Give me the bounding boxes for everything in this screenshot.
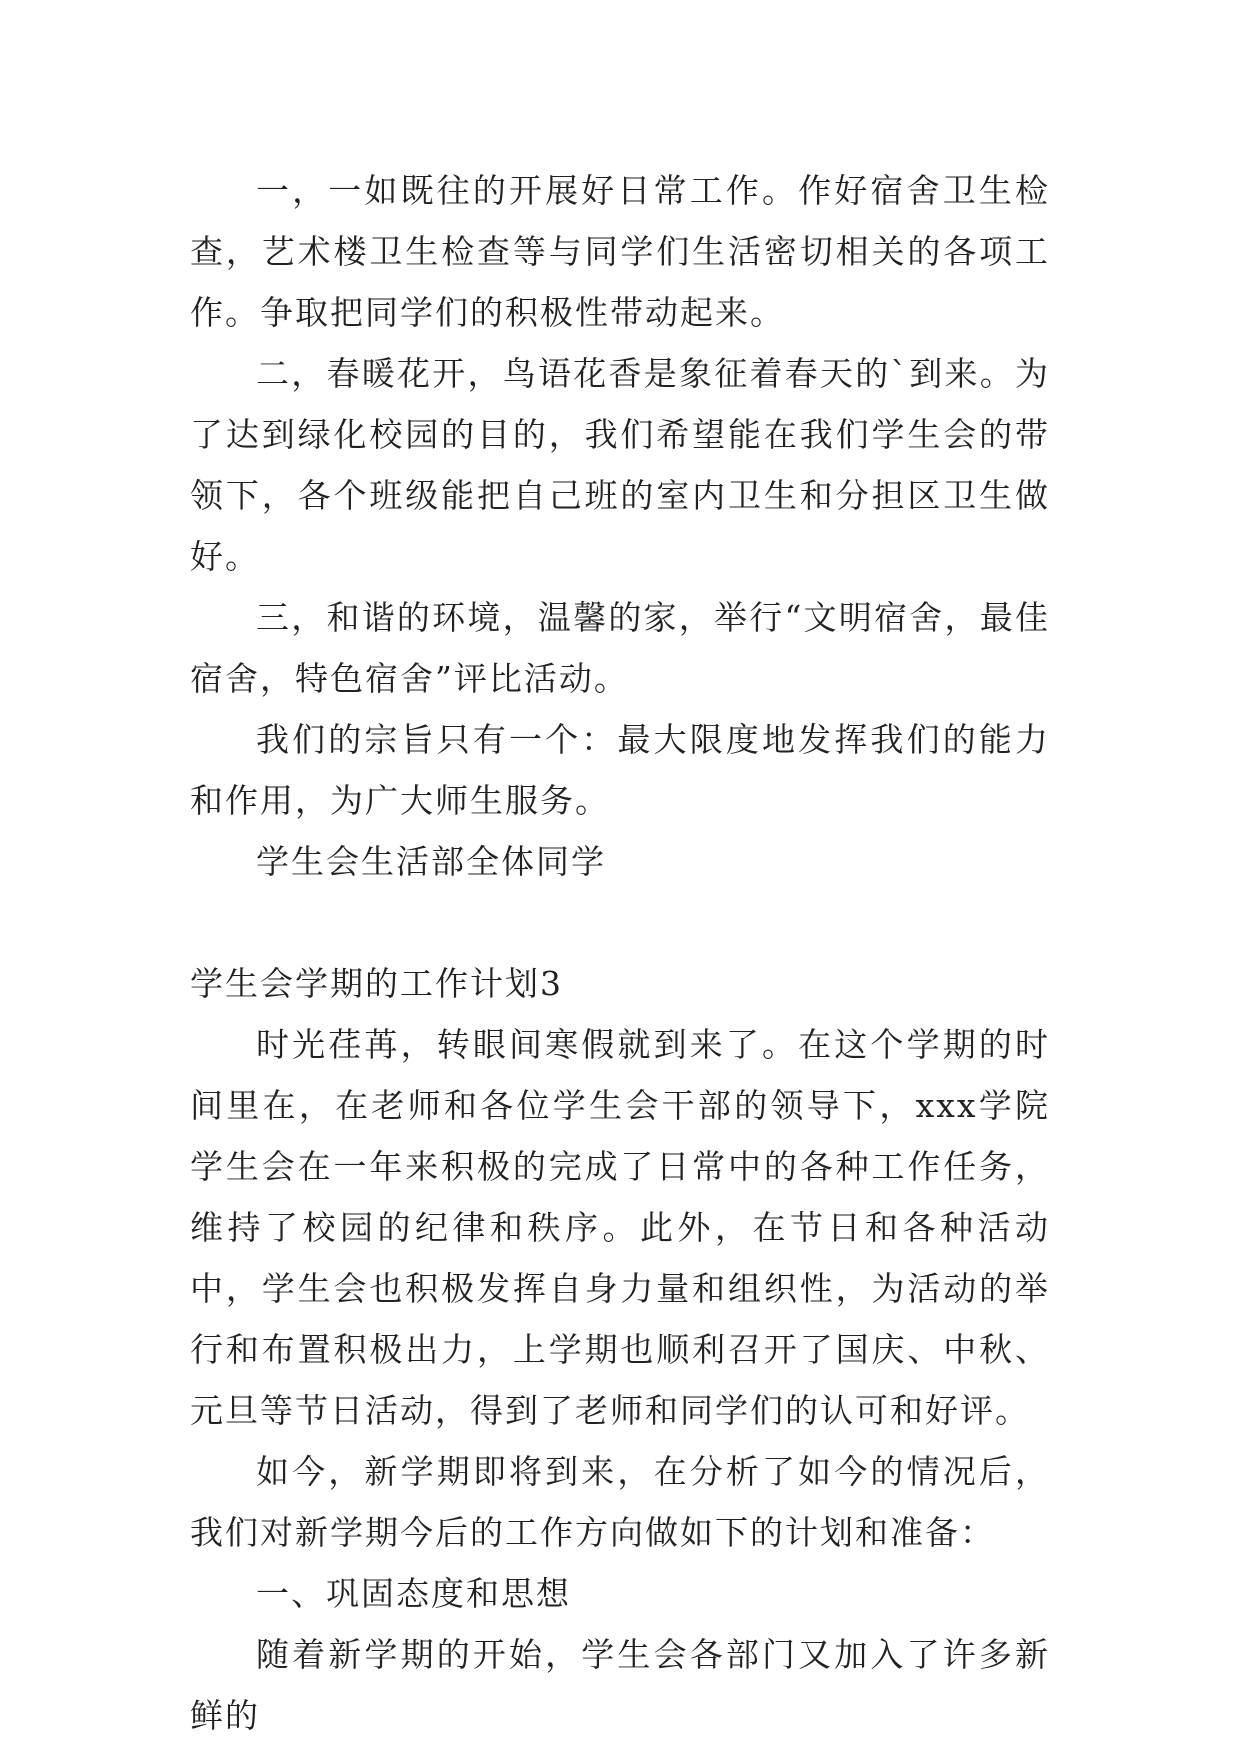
paragraph-review: 时光荏苒，转眼间寒假就到来了。在这个学期的时间里在，在老师和各位学生会干部的领导下，xxx学院学生会在一年来积极的完成了日常中的各种工作任务，维持了校园的纪律和秩序。此外，在节日和各种活动中，学生会也积极发挥自身力量和组织性，为活动的举行和布置积极出力，上学期也顺利召开了国庆、中秋、元旦等节日活动，得到了老师和同学们的认可和好评。 <box>190 1025 1050 1430</box>
signature: 学生会生活部全体同学 <box>256 842 606 881</box>
paragraph-new-semester: 如今，新学期即将到来，在分析了如今的情况后，我们对新学期今后的工作方向做如下的计划和准备： <box>190 1452 1050 1552</box>
paragraph-daily-work: 一，一如既往的开展好日常工作。作好宿舍卫生检查，艺术楼卫生检查等与同学们生活密切相关的各项工作。争取把同学们的积极性带动起来。 <box>190 171 1050 332</box>
document-body <box>190 160 1050 1746</box>
paragraph-greening: 二，春暖花开，鸟语花香是象征着春天的`到来。为了达到绿化校园的目的，我们希望能在我们学生会的带领下，各个班级能把自己班的室内卫生和分担区卫生做好。 <box>190 354 1050 576</box>
section-gap <box>190 892 1050 953</box>
paragraph-purpose: 我们的宗旨只有一个：最大限度地发挥我们的能力和作用，为广大师生服务。 <box>190 720 1050 820</box>
subheading-attitude: 一、巩固态度和思想 <box>256 1574 571 1613</box>
paragraph-dorm-contest: 三，和谐的环境，温馨的家，举行“文明宿舍，最佳宿舍，特色宿舍”评比活动。 <box>190 598 1050 698</box>
paragraph-new-members: 随着新学期的开始，学生会各部门又加入了许多新鲜的 <box>190 1635 1050 1735</box>
section-heading: 学生会学期的工作计划3 <box>190 964 563 1003</box>
